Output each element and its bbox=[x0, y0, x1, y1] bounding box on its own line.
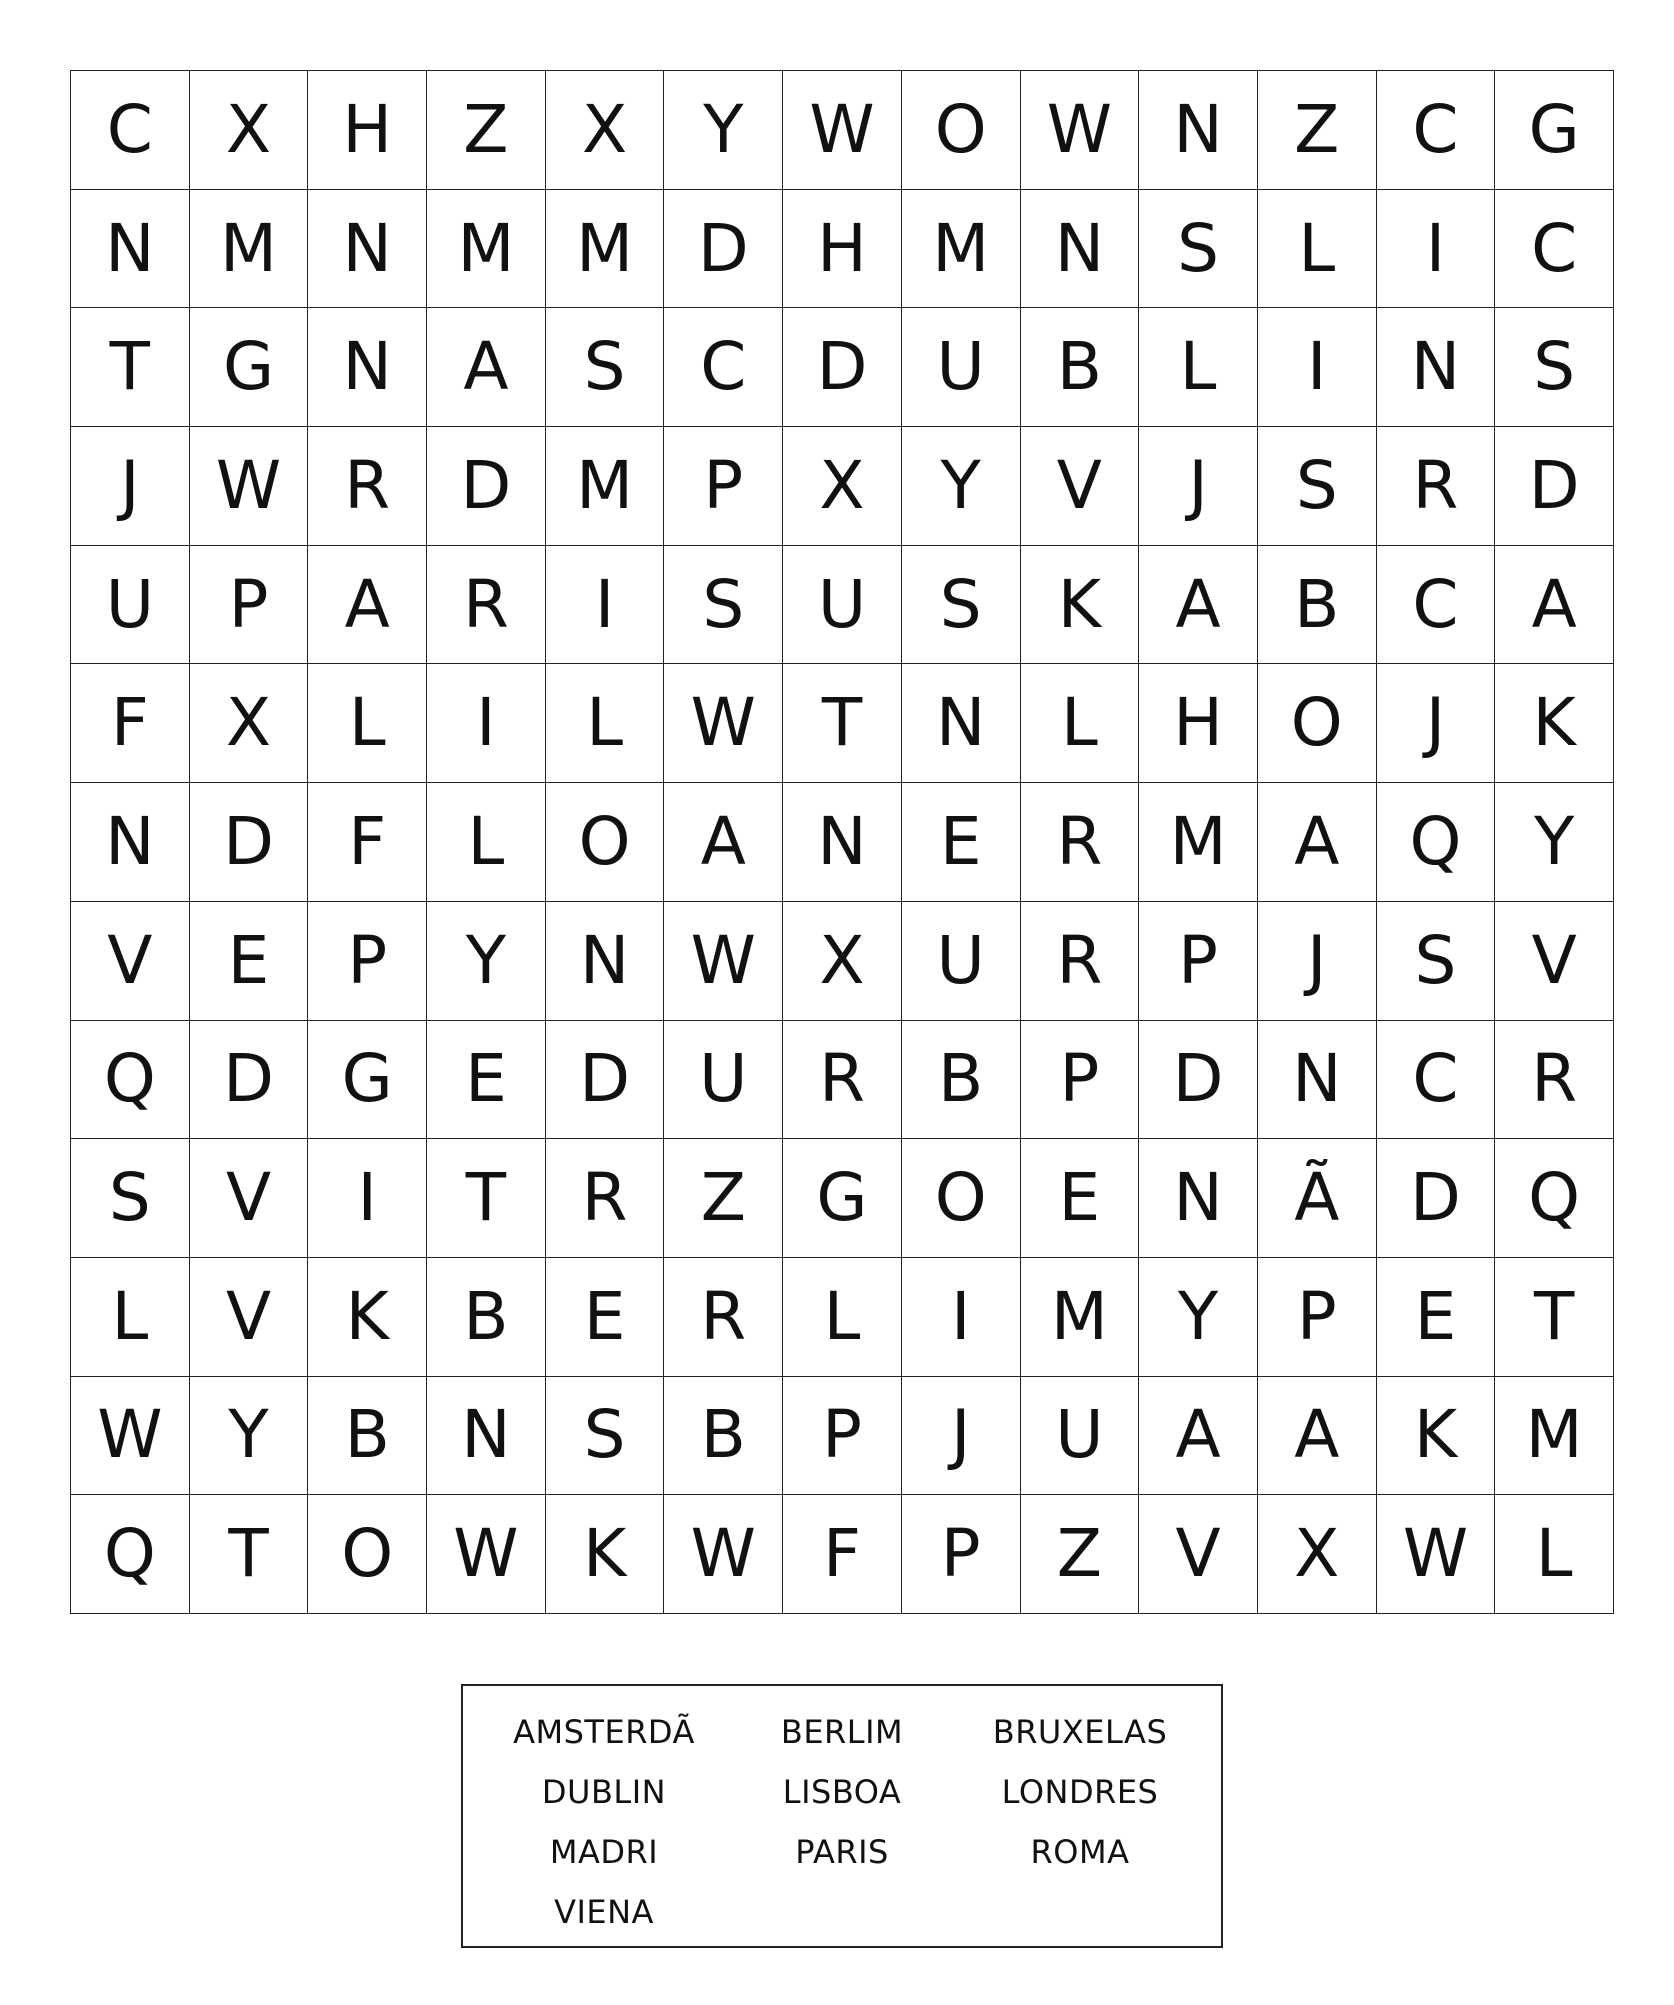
grid-cell[interactable]: L bbox=[1258, 190, 1377, 309]
grid-cell[interactable]: Z bbox=[1021, 1495, 1140, 1614]
grid-cell[interactable]: V bbox=[71, 902, 190, 1021]
grid-cell[interactable]: C bbox=[71, 71, 190, 190]
word-list-item: VIENA bbox=[554, 1893, 654, 1931]
grid-cell[interactable]: W bbox=[783, 71, 902, 190]
grid-cell[interactable]: E bbox=[1021, 1139, 1140, 1258]
grid-cell[interactable]: F bbox=[308, 783, 427, 902]
grid-cell[interactable]: I bbox=[427, 664, 546, 783]
grid-cell[interactable]: N bbox=[1139, 71, 1258, 190]
grid-cell[interactable]: D bbox=[1377, 1139, 1496, 1258]
grid-cell[interactable]: I bbox=[546, 546, 665, 665]
grid-cell[interactable]: W bbox=[190, 427, 309, 546]
grid-cell[interactable]: V bbox=[190, 1139, 309, 1258]
grid-cell[interactable]: S bbox=[1495, 308, 1614, 427]
grid-cell[interactable]: P bbox=[783, 1377, 902, 1496]
grid-cell[interactable]: B bbox=[1021, 308, 1140, 427]
grid-cell[interactable]: P bbox=[1021, 1021, 1140, 1140]
grid-cell[interactable]: L bbox=[71, 1258, 190, 1377]
grid-cell[interactable]: G bbox=[190, 308, 309, 427]
grid-cell[interactable]: K bbox=[546, 1495, 665, 1614]
grid-cell[interactable]: W bbox=[1377, 1495, 1496, 1614]
grid-cell[interactable]: B bbox=[1258, 546, 1377, 665]
grid-cell[interactable]: O bbox=[902, 71, 1021, 190]
grid-cell[interactable]: N bbox=[1258, 1021, 1377, 1140]
grid-cell[interactable]: W bbox=[71, 1377, 190, 1496]
grid-cell[interactable]: L bbox=[546, 664, 665, 783]
grid-cell[interactable]: E bbox=[190, 902, 309, 1021]
grid-cell[interactable]: A bbox=[308, 546, 427, 665]
word-list-item: LONDRES bbox=[1001, 1773, 1159, 1811]
grid-cell[interactable]: I bbox=[308, 1139, 427, 1258]
grid-cell[interactable]: E bbox=[546, 1258, 665, 1377]
grid-cell[interactable]: P bbox=[308, 902, 427, 1021]
grid-cell[interactable]: D bbox=[427, 427, 546, 546]
grid-cell[interactable]: E bbox=[902, 783, 1021, 902]
grid-cell[interactable]: T bbox=[427, 1139, 546, 1258]
grid-cell[interactable]: Y bbox=[427, 902, 546, 1021]
grid-cell[interactable]: R bbox=[1377, 427, 1496, 546]
grid-cell[interactable]: D bbox=[783, 308, 902, 427]
grid-cell[interactable]: F bbox=[71, 664, 190, 783]
grid-cell[interactable]: U bbox=[664, 1021, 783, 1140]
grid-cell[interactable]: E bbox=[427, 1021, 546, 1140]
grid-cell[interactable]: N bbox=[1139, 1139, 1258, 1258]
word-list-item: ROMA bbox=[1030, 1833, 1130, 1871]
grid-cell[interactable]: E bbox=[1377, 1258, 1496, 1377]
grid-cell[interactable]: Y bbox=[1139, 1258, 1258, 1377]
grid-cell[interactable]: R bbox=[664, 1258, 783, 1377]
grid-cell[interactable]: O bbox=[1258, 664, 1377, 783]
grid-cell[interactable]: T bbox=[783, 664, 902, 783]
grid-cell[interactable]: A bbox=[1495, 546, 1614, 665]
grid-cell[interactable]: Q bbox=[71, 1495, 190, 1614]
grid-cell[interactable]: L bbox=[427, 783, 546, 902]
grid-cell[interactable]: N bbox=[308, 308, 427, 427]
word-list-item: MADRI bbox=[549, 1833, 659, 1871]
grid-cell[interactable]: N bbox=[71, 783, 190, 902]
grid-cell[interactable]: K bbox=[1021, 546, 1140, 665]
grid-cell[interactable]: J bbox=[1258, 902, 1377, 1021]
grid-cell[interactable]: P bbox=[190, 546, 309, 665]
grid-cell[interactable]: Y bbox=[664, 71, 783, 190]
grid-cell[interactable]: N bbox=[783, 783, 902, 902]
grid-cell[interactable]: W bbox=[1021, 71, 1140, 190]
word-list-item: PARIS bbox=[795, 1833, 889, 1871]
grid-cell[interactable]: X bbox=[783, 427, 902, 546]
grid-cell[interactable]: H bbox=[783, 190, 902, 309]
grid-cell[interactable]: G bbox=[1495, 71, 1614, 190]
grid-cell[interactable]: R bbox=[1021, 902, 1140, 1021]
grid-cell[interactable]: V bbox=[190, 1258, 309, 1377]
grid-cell[interactable]: X bbox=[546, 71, 665, 190]
word-list-item: LISBOA bbox=[782, 1773, 902, 1811]
word-list-item: DUBLIN bbox=[541, 1773, 667, 1811]
grid-cell[interactable]: N bbox=[902, 664, 1021, 783]
grid-cell[interactable]: A bbox=[1258, 783, 1377, 902]
grid-cell[interactable]: R bbox=[308, 427, 427, 546]
grid-cell[interactable]: A bbox=[427, 308, 546, 427]
grid-cell[interactable]: S bbox=[1139, 190, 1258, 309]
grid-cell[interactable]: P bbox=[664, 427, 783, 546]
grid-cell[interactable]: Z bbox=[664, 1139, 783, 1258]
grid-cell[interactable]: S bbox=[1258, 427, 1377, 546]
grid-cell[interactable]: U bbox=[71, 546, 190, 665]
grid-cell[interactable]: Y bbox=[1495, 783, 1614, 902]
grid-cell[interactable]: B bbox=[902, 1021, 1021, 1140]
grid-cell[interactable]: X bbox=[190, 664, 309, 783]
grid-cell[interactable]: A bbox=[664, 783, 783, 902]
grid-cell[interactable]: N bbox=[71, 190, 190, 309]
word-list-item: BRUXELAS bbox=[992, 1713, 1168, 1751]
grid-cell[interactable]: S bbox=[902, 546, 1021, 665]
grid-cell[interactable]: J bbox=[902, 1377, 1021, 1496]
grid-cell[interactable]: S bbox=[71, 1139, 190, 1258]
grid-cell[interactable]: R bbox=[1495, 1021, 1614, 1140]
grid-cell[interactable]: L bbox=[1139, 308, 1258, 427]
grid-cell[interactable]: R bbox=[546, 1139, 665, 1258]
grid-cell[interactable]: R bbox=[783, 1021, 902, 1140]
grid-cell[interactable]: O bbox=[546, 783, 665, 902]
grid-cell[interactable]: W bbox=[664, 902, 783, 1021]
grid-cell[interactable]: I bbox=[1258, 308, 1377, 427]
grid-cell[interactable]: L bbox=[308, 664, 427, 783]
grid-cell[interactable]: D bbox=[1139, 1021, 1258, 1140]
grid-cell[interactable]: W bbox=[664, 664, 783, 783]
grid-cell[interactable]: N bbox=[308, 190, 427, 309]
grid-cell[interactable]: N bbox=[546, 902, 665, 1021]
grid-cell[interactable]: U bbox=[1021, 1377, 1140, 1496]
grid-cell[interactable]: X bbox=[1258, 1495, 1377, 1614]
grid-cell[interactable]: P bbox=[902, 1495, 1021, 1614]
grid-cell[interactable]: N bbox=[1377, 308, 1496, 427]
grid-cell[interactable]: O bbox=[308, 1495, 427, 1614]
grid-cell[interactable]: A bbox=[1258, 1377, 1377, 1496]
grid-cell[interactable]: L bbox=[783, 1258, 902, 1377]
grid-cell[interactable]: W bbox=[664, 1495, 783, 1614]
grid-cell[interactable]: P bbox=[1258, 1258, 1377, 1377]
grid-cell[interactable]: W bbox=[427, 1495, 546, 1614]
grid-cell[interactable]: S bbox=[1377, 902, 1496, 1021]
grid-cell[interactable]: M bbox=[546, 190, 665, 309]
word-list bbox=[461, 1684, 1223, 1948]
grid-cell[interactable]: Y bbox=[902, 427, 1021, 546]
grid-cell[interactable]: K bbox=[1495, 664, 1614, 783]
grid-cell[interactable]: N bbox=[427, 1377, 546, 1496]
grid-cell[interactable]: M bbox=[902, 190, 1021, 309]
grid-cell[interactable]: H bbox=[1139, 664, 1258, 783]
grid-cell[interactable]: S bbox=[546, 308, 665, 427]
grid-cell[interactable]: F bbox=[783, 1495, 902, 1614]
grid-cell[interactable]: Z bbox=[1258, 71, 1377, 190]
grid-cell[interactable]: T bbox=[190, 1495, 309, 1614]
grid-cell[interactable]: A bbox=[1139, 1377, 1258, 1496]
grid-cell[interactable]: T bbox=[1495, 1258, 1614, 1377]
grid-cell[interactable]: P bbox=[1139, 902, 1258, 1021]
grid-cell[interactable]: V bbox=[1139, 1495, 1258, 1614]
grid-cell[interactable]: D bbox=[190, 1021, 309, 1140]
grid-cell[interactable]: D bbox=[546, 1021, 665, 1140]
grid-cell[interactable]: L bbox=[1495, 1495, 1614, 1614]
grid-cell[interactable]: T bbox=[71, 308, 190, 427]
grid-cell[interactable]: Q bbox=[1377, 783, 1496, 902]
grid-cell[interactable]: J bbox=[1377, 664, 1496, 783]
grid-cell[interactable]: A bbox=[1139, 546, 1258, 665]
grid-cell[interactable]: J bbox=[71, 427, 190, 546]
grid-cell[interactable]: M bbox=[190, 190, 309, 309]
grid-cell[interactable]: R bbox=[1021, 783, 1140, 902]
grid-cell[interactable]: I bbox=[1377, 190, 1496, 309]
grid-cell[interactable]: L bbox=[1021, 664, 1140, 783]
grid-cell[interactable]: G bbox=[308, 1021, 427, 1140]
grid-cell[interactable]: Y bbox=[190, 1377, 309, 1496]
grid-cell[interactable]: Q bbox=[1495, 1139, 1614, 1258]
grid-cell[interactable]: D bbox=[190, 783, 309, 902]
grid-cell[interactable]: C bbox=[1377, 71, 1496, 190]
grid-cell[interactable]: H bbox=[308, 71, 427, 190]
grid-cell[interactable]: V bbox=[1495, 902, 1614, 1021]
grid-cell[interactable]: S bbox=[546, 1377, 665, 1496]
grid-cell[interactable]: C bbox=[1495, 190, 1614, 309]
grid-cell[interactable]: K bbox=[308, 1258, 427, 1377]
grid-cell[interactable]: U bbox=[902, 902, 1021, 1021]
grid-cell[interactable]: J bbox=[1139, 427, 1258, 546]
grid-cell[interactable]: M bbox=[546, 427, 665, 546]
word-list-item: AMSTERDÃ bbox=[513, 1713, 695, 1751]
grid-cell[interactable]: I bbox=[902, 1258, 1021, 1377]
grid-cell[interactable]: U bbox=[783, 546, 902, 665]
grid-cell[interactable]: X bbox=[190, 71, 309, 190]
grid-cell[interactable]: Q bbox=[71, 1021, 190, 1140]
grid-cell[interactable]: X bbox=[783, 902, 902, 1021]
grid-cell[interactable]: B bbox=[427, 1258, 546, 1377]
grid-cell[interactable]: B bbox=[664, 1377, 783, 1496]
grid-cell[interactable]: Z bbox=[427, 71, 546, 190]
grid-cell[interactable]: M bbox=[1021, 1258, 1140, 1377]
grid-cell[interactable]: C bbox=[664, 308, 783, 427]
letter-grid bbox=[70, 70, 1614, 1614]
grid-cell[interactable]: S bbox=[664, 546, 783, 665]
grid-cell[interactable]: M bbox=[1139, 783, 1258, 902]
grid-cell[interactable]: B bbox=[308, 1377, 427, 1496]
grid-cell[interactable]: D bbox=[664, 190, 783, 309]
word-list-item: BERLIM bbox=[780, 1713, 904, 1751]
grid-cell[interactable]: C bbox=[1377, 1021, 1496, 1140]
grid-cell[interactable]: N bbox=[1021, 190, 1140, 309]
grid-cell[interactable]: V bbox=[1021, 427, 1140, 546]
grid-cell[interactable]: Ã bbox=[1258, 1139, 1377, 1258]
grid-cell[interactable]: C bbox=[1377, 546, 1496, 665]
grid-cell[interactable]: G bbox=[783, 1139, 902, 1258]
grid-cell[interactable]: M bbox=[427, 190, 546, 309]
grid-cell[interactable]: D bbox=[1495, 427, 1614, 546]
grid-cell[interactable]: R bbox=[427, 546, 546, 665]
grid-cell[interactable]: U bbox=[902, 308, 1021, 427]
grid-cell[interactable]: O bbox=[902, 1139, 1021, 1258]
grid-cell[interactable]: K bbox=[1377, 1377, 1496, 1496]
grid-cell[interactable]: M bbox=[1495, 1377, 1614, 1496]
